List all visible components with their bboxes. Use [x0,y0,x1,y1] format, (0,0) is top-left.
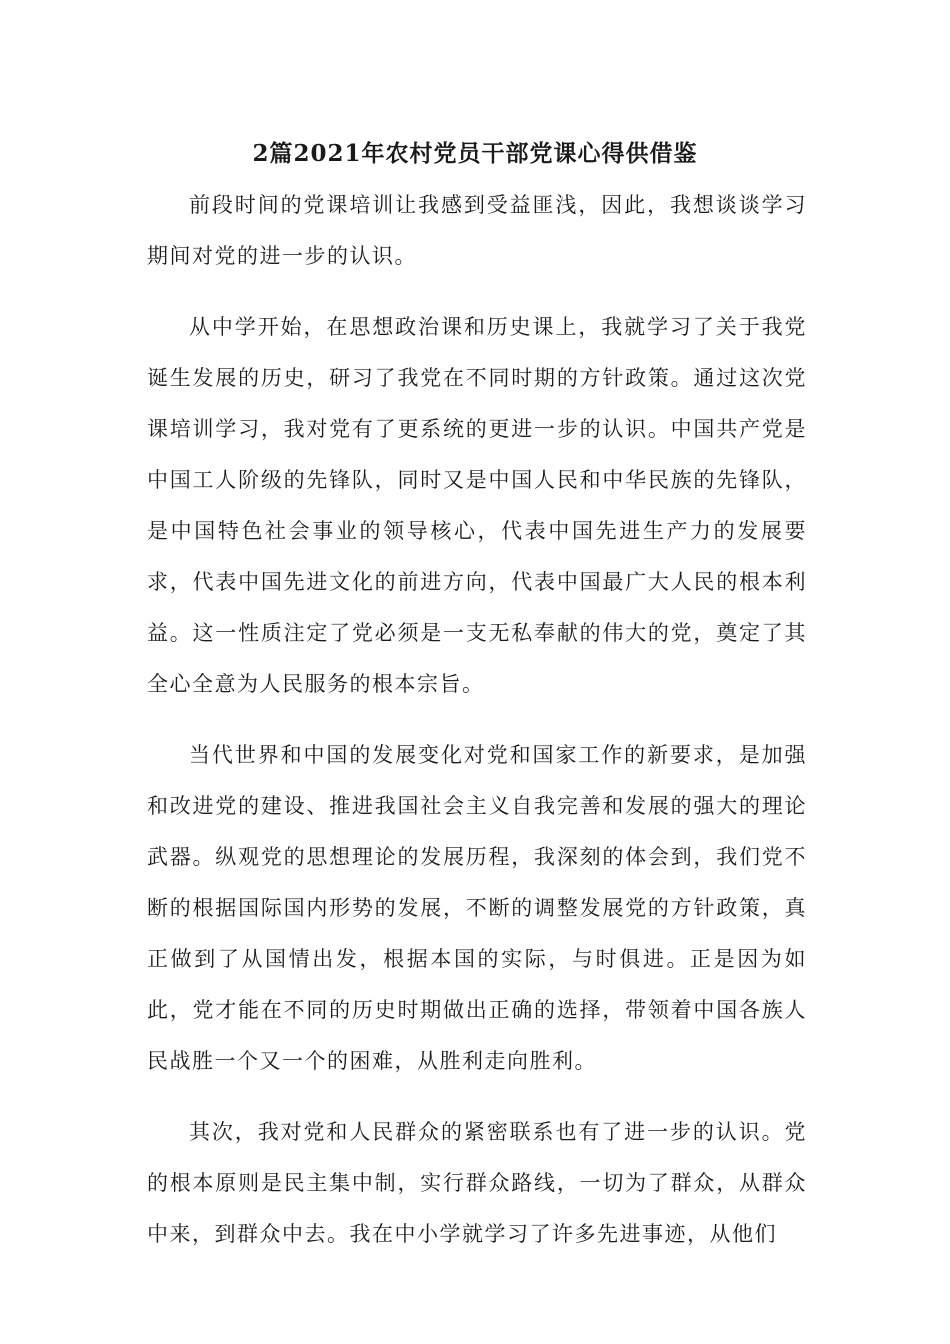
paragraph-1: 前段时间的党课培训让我感到受益匪浅，因此，我想谈谈学习期间对党的进一步的认识。 [147,193,807,268]
paragraph-3: 当代世界和中国的发展变化对党和国家工作的新要求，是加强和改进党的建设、推进我国社会主义自我完善和发展的强大的理论武器。纵观党的思想理论的发展历程，我深刻的体会到，我们党不断的根据国际国内形势的发展，不断的调整发展党的方针政策，真正做到了从国情出发，根据本国的实际，与时俱进。正是因为如此，党才能在不同的历史时期做出正确的选择，带领着中国各族人民战胜一个又一个的困难，从胜利走向胜利。 [147,743,807,1073]
paragraph-2: 从中学开始，在思想政治课和历史课上，我就学习了关于我党诞生发展的历史，研习了我党在不同时期的方针政策。通过这次党课培训学习，我对党有了更系统的更进一步的认识。中国共产党是中国工人阶级的先锋队，同时又是中国人民和中华民族的先锋队，是中国特色社会事业的领导核心，代表中国先进生产力的发展要求，代表中国先进文化的前进方向，代表中国最广大人民的根本利益。这一性质注定了党必须是一支无私奉献的伟大的党，奠定了其全心全意为人民服务的根本宗旨。 [147,315,807,696]
document-body [147,180,807,1280]
paragraph-4: 其次，我对党和人民群众的紧密联系也有了进一步的认识。党的根本原则是民主集中制，实行群众路线，一切为了群众，从群众中来，到群众中去。我在中小学就学习了许多先进事迹，从他们 [147,1120,807,1246]
document-title: 2篇2021年农村党员干部党课心得供借鉴 [252,140,698,167]
